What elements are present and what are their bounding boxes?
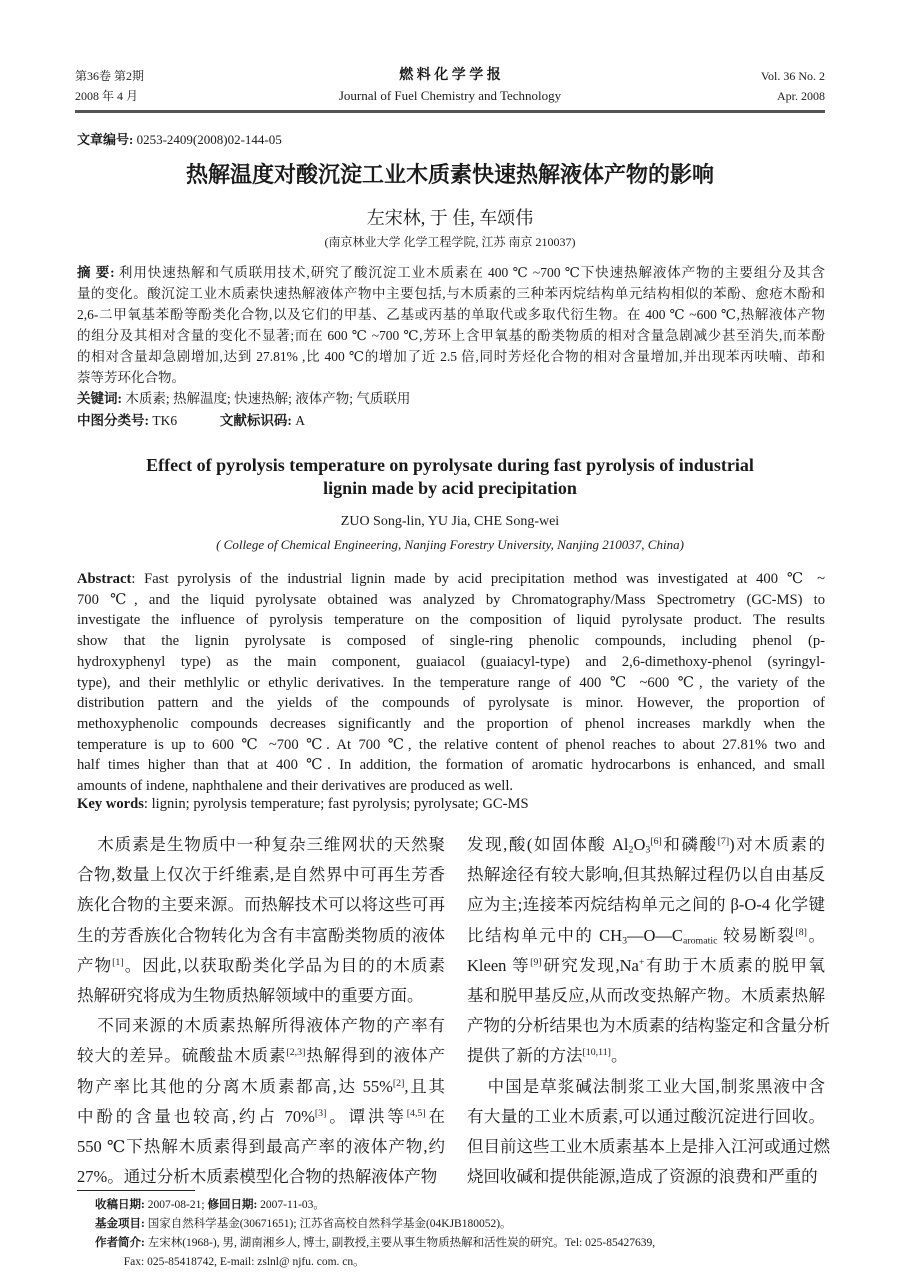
text-segment: 。 <box>610 1046 628 1066</box>
keywords-cn-value: 木质素; 热解温度; 快速热解; 液体产物; 气质联用 <box>122 391 411 406</box>
title-en-line: Effect of pyrolysis temperature on pyrolysate during fast pyrolysis of industrial <box>146 455 754 475</box>
citation-superscript: [2] <box>392 1077 405 1089</box>
authors-en: ZUO Song-lin, YU Jia, CHE Song-wei <box>340 514 560 529</box>
text-segment: 基和脱甲基反应,从而改变热解产物。木质素热解 <box>467 986 825 1006</box>
text-segment: 的组分及其相对含量的变化不显著;而在 600 ℃ ~700 ℃,芳环上含甲氧基的酚类物质的相对含量急剧减少甚至消失,而苯酚 <box>77 328 825 343</box>
text-segment: 2007-08-21; <box>144 1199 208 1211</box>
text-line <box>77 890 445 920</box>
text-segment: 产物的分析结果也为木质素的结构鉴定和含量分析 <box>467 1016 830 1036</box>
doc-code-label: 文献标识码: <box>219 413 292 428</box>
text-segment: 27%。通过分析木质素模型化合物的热解液体产物 <box>77 1167 438 1187</box>
text-segment: 但目前这些工业木质素基本上是排入江河或通过燃 <box>467 1137 830 1157</box>
body-column-left <box>77 830 445 1192</box>
text-segment: distribution pattern and the yields of the compounds of pyrolysate is minor. However, the proportion of <box>77 695 825 712</box>
citation-superscript: [2,3] <box>286 1047 306 1059</box>
keywords-cn <box>77 388 410 409</box>
text-segment: ,且其 <box>404 1076 445 1096</box>
text-segment: O <box>633 835 646 854</box>
text-line <box>77 590 825 611</box>
text-line <box>77 951 445 981</box>
keywords-en-label: Key words <box>77 796 144 812</box>
text-segment: )对木质素的 <box>729 835 826 854</box>
text-line <box>77 1162 445 1192</box>
text-line <box>467 921 825 951</box>
text-line <box>77 860 445 890</box>
text-segment: 在 <box>425 1106 446 1126</box>
text-segment: 提供了新的方法 <box>467 1046 583 1066</box>
subscript: 3 <box>622 935 628 947</box>
article-number <box>77 129 282 148</box>
text-segment: 左宋林(1968-), 男, 湖南湘乡人, 博士, 副教授,主要从事生物质热解和活性炭的研究。Tel: 025-85427639, <box>144 1237 656 1249</box>
article-number-label: 文章编号: <box>77 132 134 147</box>
text-segment: 收稿日期: <box>95 1199 145 1211</box>
text-segment: 萘等芳环化合物。 <box>77 370 185 385</box>
subscript: 2 <box>628 844 634 856</box>
text-segment: 中国是草浆碱法制浆工业大国,制浆黑液中含 <box>467 1076 825 1096</box>
text-line <box>95 1253 835 1272</box>
text-line <box>77 325 825 346</box>
citation-superscript: [3] <box>314 1107 327 1119</box>
text-line <box>77 262 825 283</box>
text-segment: hydroxyphenyl type) as the main component, guaiacol (guaiacyl-type) and 2,6-dimethoxy-phenol (syringyl- <box>77 653 825 670</box>
text-line <box>77 673 825 694</box>
text-segment: 较大的差异。硫酸盐木质素 <box>77 1046 287 1066</box>
text-segment: 比结构单元中的 CH <box>467 925 623 945</box>
text-segment: 2,6-二甲氧基苯酚等酚类化合物,以及它们的甲基、乙基或丙基的单取代或多取代衍生物。在 400 ℃ ~600 ℃,热解液体产物 <box>77 307 825 322</box>
text-line <box>77 755 825 776</box>
text-segment: Fax: 025-85418742, E-mail: zslnl@ njfu. com. cn。 <box>95 1256 365 1268</box>
text-line <box>467 1041 825 1071</box>
citation-superscript: [9] <box>530 956 542 968</box>
issue-date-en: Apr. 2008 <box>777 89 825 103</box>
classification <box>77 410 305 431</box>
text-line <box>467 1011 830 1041</box>
text-segment: 。 <box>806 925 826 945</box>
text-line <box>77 631 825 652</box>
journal-name <box>250 66 650 106</box>
text-line <box>77 1102 445 1132</box>
text-line <box>77 735 825 756</box>
text-line <box>467 830 825 860</box>
issue-info-en <box>761 66 825 106</box>
text-line <box>77 346 825 367</box>
text-segment: type), and their methlylic or ethylic derivatives. In the temperature range of 400 ℃ ~600 ℃, the variety of the <box>77 674 825 691</box>
text-line <box>467 890 825 920</box>
text-segment: 研究发现,Na <box>541 955 639 975</box>
text-line <box>467 1072 825 1102</box>
subscript: aromatic <box>682 935 718 947</box>
text-segment: 合物,数量上仅次于纤维素,是自然界中可再生芳香 <box>77 865 445 885</box>
text-segment: 生的芳香族化合物转化为含有丰富酚类物质的液体 <box>77 925 445 945</box>
text-line <box>77 1011 445 1041</box>
text-segment: investigate the influence of pyrolysis temperature on the composition of liquid pyrolysate product. The results <box>77 612 825 629</box>
text-line <box>467 1102 825 1132</box>
text-segment: 的相对含量却急剧增加,达到 27.81% ,比 400 ℃的增加了近 2.5 倍,同时芳烃化合物的相对含量增加,并出现苯丙呋喃、茚和 <box>77 349 825 364</box>
text-line <box>467 860 825 890</box>
text-line <box>467 981 825 1011</box>
text-segment: Abstract <box>77 571 132 587</box>
title-en <box>75 454 825 500</box>
abstract-cn <box>77 262 825 388</box>
text-segment: half times higher than that at 400 ℃. In addition, the formation of aromatic hydrocarbons is enhanced, and small <box>77 757 825 774</box>
text-segment: —O—C <box>627 925 683 945</box>
text-segment: 国家自然科学基金(30671651); 江苏省高校自然科学基金(04KJB180052)。 <box>144 1218 512 1230</box>
text-line <box>77 981 445 1011</box>
title-en-line: lignin made by acid precipitation <box>323 478 577 498</box>
journal-name-cn: 燃 料 化 学 学 报 <box>399 68 501 83</box>
text-segment: 热解途径有较大影响,但其热解过程仍以自由基反 <box>467 865 825 885</box>
citation-superscript: + <box>638 956 645 968</box>
affiliation-en: ( College of Chemical Engineering, Nanjing Forestry University, Nanjing 210037, China) <box>216 537 684 552</box>
text-line <box>77 283 825 304</box>
text-segment: 作者简介: <box>95 1237 145 1249</box>
text-line <box>77 304 825 325</box>
text-line <box>95 1196 835 1215</box>
text-line <box>77 921 445 951</box>
class-label: 中图分类号: <box>77 413 149 428</box>
citation-superscript: [10,11] <box>582 1047 611 1059</box>
text-segment: 修回日期: <box>207 1199 258 1211</box>
text-segment: 热解研究将成为生物质热解领域中的重要方面。 <box>77 986 424 1006</box>
footnotes <box>95 1196 835 1272</box>
text-segment: show that the lignin pyrolysate is composed of single-ring phenolic compounds, including phenol (p- <box>77 633 825 650</box>
volume-en: Vol. 36 No. 2 <box>760 69 825 83</box>
journal-name-en: Journal of Fuel Chemistry and Technology <box>338 88 562 103</box>
abstract-en <box>77 569 825 797</box>
text-segment: 。因此,以获取酚类化学品为目的的木质素 <box>123 955 446 975</box>
text-line <box>467 1132 830 1162</box>
text-segment: 有助于木质素的脱甲氧 <box>644 955 825 975</box>
text-segment: 发现,酸(如固体酸 Al <box>467 835 629 854</box>
title-cn: 热解温度对酸沉淀工业木质素快速热解液体产物的影响 <box>185 163 714 188</box>
text-line <box>95 1234 835 1253</box>
body-column-right <box>467 830 830 1192</box>
text-segment: 摘 要: <box>77 265 115 280</box>
text-segment: 550 ℃下热解木质素得到最高产率的液体产物,约 <box>77 1137 445 1157</box>
affiliation-cn: (南京林业大学 化学工程学院, 江苏 南京 210037) <box>324 235 576 249</box>
text-line <box>77 652 825 673</box>
text-segment: 有大量的工业木质素,可以通过酸沉淀进行回收。 <box>467 1106 825 1126</box>
text-segment: methoxyphenolic compounds decreases significantly and the proportion of phenol increases markdly when the <box>77 715 825 732</box>
keywords-en-value: : lignin; pyrolysis temperature; fast pyrolysis; pyrolysate; GC-MS <box>143 796 529 812</box>
article-number-value: 0253-2409(2008)02-144-05 <box>133 132 282 147</box>
text-segment: 木质素是生物质中一种复杂三维网状的天然聚 <box>77 835 445 854</box>
subscript: 3 <box>645 844 651 856</box>
text-segment: 产物 <box>77 955 113 975</box>
text-segment: 不同来源的木质素热解所得液体产物的产率有 <box>77 1016 445 1036</box>
text-segment: 物产率比其他的分离木质素都高,达 55% <box>77 1076 393 1096</box>
footnote-rule <box>77 1190 195 1191</box>
text-segment: : Fast pyrolysis of the industrial lignin made by acid precipitation method was investigated at 400 ℃ ~ <box>131 571 825 587</box>
text-segment: 和磷酸 <box>661 835 718 854</box>
text-segment: 基金项目: <box>95 1218 145 1230</box>
text-line <box>77 1132 445 1162</box>
text-segment: 。谭洪等 <box>326 1106 407 1126</box>
text-segment: 2007-11-03。 <box>257 1199 325 1211</box>
text-line <box>77 569 825 590</box>
citation-superscript: [8] <box>795 926 807 938</box>
text-line <box>77 1072 445 1102</box>
text-line <box>77 610 825 631</box>
doc-code-value: A <box>291 413 305 428</box>
text-segment: 应为主;连接苯丙烷结构单元之间的 β-O-4 化学键 <box>467 895 825 915</box>
text-line <box>77 830 445 860</box>
text-segment: 较易断裂 <box>717 925 796 945</box>
header-rule <box>75 110 825 113</box>
text-line <box>77 1041 445 1071</box>
text-segment: 热解得到的液体产 <box>305 1046 446 1066</box>
text-line <box>95 1215 835 1234</box>
keywords-cn-label: 关键词: <box>77 391 122 406</box>
text-line <box>77 714 825 735</box>
text-segment: 烧回收碱和提供能源,造成了资源的浪费和严重的 <box>467 1167 818 1187</box>
text-segment: amounts of indene, naphthalene and their derivatives are produced as well. <box>77 778 514 795</box>
citation-superscript: [7] <box>717 836 730 848</box>
issue-date-cn: 2008 年 4 月 <box>75 89 139 103</box>
keywords-en <box>77 794 529 815</box>
text-line <box>467 951 825 981</box>
authors-cn: 左宋林, 于 佳, 车颂伟 <box>366 208 534 228</box>
text-segment: Kleen 等 <box>467 955 531 975</box>
citation-superscript: [1] <box>112 956 124 968</box>
text-line <box>77 367 825 388</box>
text-line <box>467 1162 825 1192</box>
text-line <box>77 693 825 714</box>
text-segment: 利用快速热解和气质联用技术,研究了酸沉淀工业木质素在 400 ℃ ~700 ℃下快速热解液体产物的主要组分及其含 <box>114 265 825 280</box>
issue-number-cn: 第36卷 第2期 <box>75 69 145 83</box>
text-segment: temperature is up to 600 ℃ ~700 ℃. At 700 ℃, the relative content of phenol reaches to about 27.81% two and <box>77 736 825 753</box>
citation-superscript: [6] <box>650 836 662 848</box>
text-segment: 中酚的含量也较高,约占 70% <box>77 1106 315 1126</box>
issue-info-cn <box>75 66 144 106</box>
text-segment: 700 ℃, and the liquid pyrolysate obtained was analyzed by Chromatography/Mass Spectrometry (GC-MS) to <box>77 591 825 608</box>
class-value: TK6 <box>149 413 178 428</box>
text-segment: 量的变化。酸沉淀工业木质素快速热解液体产物中主要包括,与木质素的三种苯丙烷结构单元结构相似的苯酚、愈疮木酚和 <box>77 286 825 301</box>
text-segment: 族化合物的主要来源。而热解技术可以将这些可再 <box>77 895 445 915</box>
citation-superscript: [4,5] <box>406 1107 426 1119</box>
